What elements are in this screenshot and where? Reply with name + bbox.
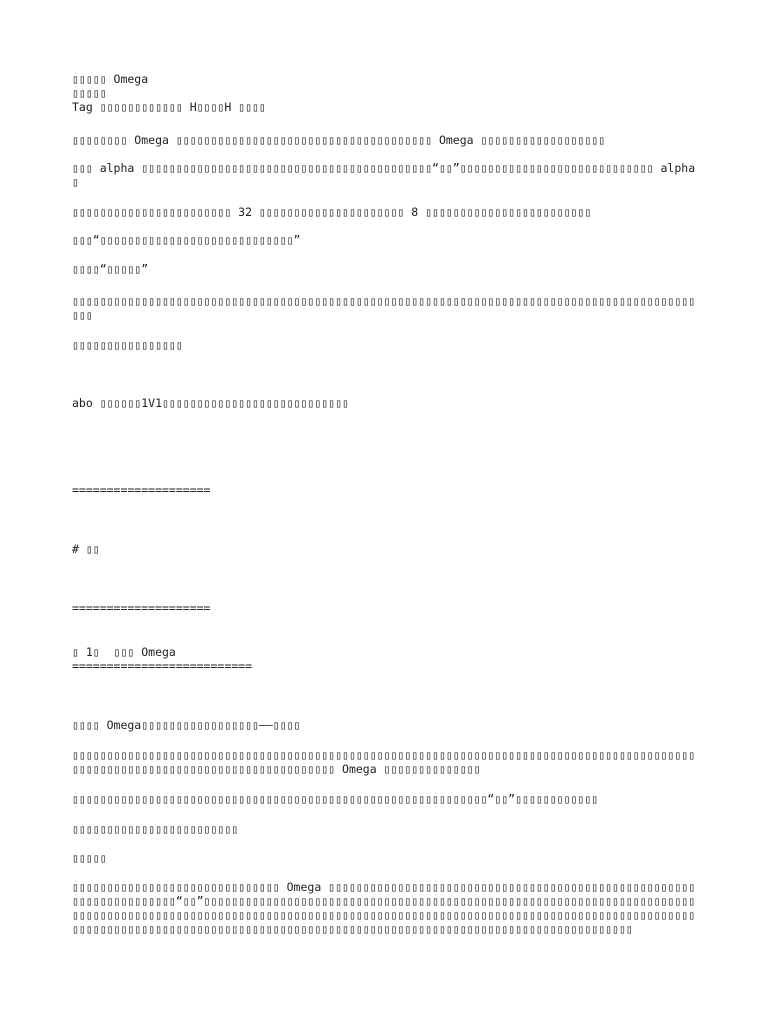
paragraph: ▯▯▯▯▯▯▯▯▯▯▯▯▯▯▯▯▯▯▯▯▯▯▯▯▯▯▯▯▯▯ Omega ▯▯▯▯▯▯▯▯▯▯▯▯▯▯▯▯▯▯▯▯▯▯▯▯▯▯▯▯▯▯▯▯▯▯▯▯▯▯▯▯▯▯▯▯▯▯▯▯▯▯▯▯▯▯▯▯▯▯▯▯▯▯▯▯▯▯▯▯“▯▯”▯▯▯▯▯▯▯▯▯▯▯▯▯▯▯▯▯▯▯▯▯▯▯▯▯▯▯▯▯▯▯▯▯▯▯▯▯▯▯▯▯▯▯▯▯▯▯▯▯▯▯▯▯▯▯▯▯▯▯▯▯▯▯▯▯▯▯▯▯▯▯▯▯▯▯▯▯▯▯▯▯▯▯▯▯▯▯▯▯▯▯▯▯▯▯▯▯▯▯▯▯▯▯▯▯▯▯▯▯▯▯▯▯▯▯▯▯▯▯▯▯▯▯▯▯▯▯▯▯▯▯▯▯▯▯▯▯▯▯▯▯▯▯▯▯▯▯▯▯▯▯▯▯▯▯▯▯▯▯▯▯▯▯▯▯▯▯▯▯▯▯▯▯▯▯▯▯▯▯▯▯▯▯▯▯▯▯▯▯▯▯▯▯▯▯▯▯▯▯▯▯▯▯▯▯▯▯▯▯▯▯▯▯▯▯▯▯▯▯▯▯▯▯▯▯▯▯▯▯▯▯▯▯▯▯▯▯▯▯▯▯▯: [72, 880, 696, 936]
separator: ====================: [72, 601, 211, 615]
paragraph: ▯▯▯ alpha ▯▯▯▯▯▯▯▯▯▯▯▯▯▯▯▯▯▯▯▯▯▯▯▯▯▯▯▯▯▯▯▯▯▯▯▯▯▯▯▯▯▯“▯▯”▯▯▯▯▯▯▯▯▯▯▯▯▯▯▯▯▯▯▯▯▯▯▯▯▯▯▯▯ alpha▯: [72, 161, 696, 189]
chapter-heading: [72, 645, 702, 673]
paragraph: ▯▯▯▯▯▯▯▯▯▯▯▯▯▯▯▯▯▯▯▯▯▯▯▯▯▯▯▯▯▯▯▯▯▯▯▯▯▯▯▯▯▯▯▯▯▯▯▯▯▯▯▯▯▯▯▯▯▯▯▯“▯▯”▯▯▯▯▯▯▯▯▯▯▯▯: [72, 792, 599, 806]
paragraph: ▯▯▯▯▯▯▯▯▯▯▯▯▯▯▯▯▯▯▯▯▯▯▯▯▯▯▯▯▯▯▯▯▯▯▯▯▯▯▯▯▯▯▯▯▯▯▯▯▯▯▯▯▯▯▯▯▯▯▯▯▯▯▯▯▯▯▯▯▯▯▯▯▯▯▯▯▯▯▯▯▯▯▯▯▯▯▯▯▯▯▯▯▯▯▯▯▯▯▯▯▯▯▯▯▯▯▯▯▯▯▯▯▯▯▯▯▯▯▯▯▯▯▯▯▯▯▯▯ Omega ▯▯▯▯▯▯▯▯▯▯▯▯▯▯: [72, 748, 696, 776]
paragraph: ▯▯▯“▯▯▯▯▯▯▯▯▯▯▯▯▯▯▯▯▯▯▯▯▯▯▯▯▯▯▯▯”: [72, 233, 301, 247]
doc-title: ▯▯▯▯▯ Omega: [72, 72, 149, 86]
separator: ====================: [72, 483, 211, 497]
doc-tag-line: Tag ▯▯▯▯▯▯▯▯▯▯▯▯ H▯▯▯▯H ▯▯▯▯: [72, 100, 266, 114]
paragraph: ▯▯▯▯“▯▯▯▯▯”: [72, 262, 149, 276]
doc-subtitle: ▯▯▯▯▯: [72, 86, 107, 100]
paragraph: ▯▯▯▯▯▯▯▯▯▯▯▯▯▯▯▯▯▯▯▯▯▯▯▯▯▯▯▯▯▯▯▯▯▯▯▯▯▯▯▯▯▯▯▯▯▯▯▯▯▯▯▯▯▯▯▯▯▯▯▯▯▯▯▯▯▯▯▯▯▯▯▯▯▯▯▯▯▯▯▯▯▯▯▯▯▯▯▯▯▯▯▯▯: [72, 294, 696, 322]
paragraph: ▯▯▯▯▯▯▯▯▯▯▯▯▯▯▯▯▯▯▯▯▯▯▯ 32 ▯▯▯▯▯▯▯▯▯▯▯▯▯▯▯▯▯▯▯▯▯ 8 ▯▯▯▯▯▯▯▯▯▯▯▯▯▯▯▯▯▯▯▯▯▯▯▯: [72, 205, 592, 219]
section-heading: # ▯▯: [72, 542, 100, 556]
chapter-rule: ==========================: [72, 659, 253, 673]
paragraph: ▯▯▯▯▯▯▯▯▯▯▯▯▯▯▯▯▯▯▯▯▯▯▯▯: [72, 822, 239, 836]
paragraph: ▯▯▯▯ Omega▯▯▯▯▯▯▯▯▯▯▯▯▯▯▯▯▯——▯▯▯▯: [72, 718, 301, 732]
doc-header: [72, 72, 702, 114]
paragraph: abo ▯▯▯▯▯▯1V1▯▯▯▯▯▯▯▯▯▯▯▯▯▯▯▯▯▯▯▯▯▯▯▯▯▯▯: [72, 396, 349, 410]
paragraph: ▯▯▯▯▯▯▯▯▯▯▯▯▯▯▯▯: [72, 338, 183, 352]
paragraph: ▯▯▯▯▯▯▯▯ Omega ▯▯▯▯▯▯▯▯▯▯▯▯▯▯▯▯▯▯▯▯▯▯▯▯▯▯▯▯▯▯▯▯▯▯▯▯▯ Omega ▯▯▯▯▯▯▯▯▯▯▯▯▯▯▯▯▯▯: [72, 133, 606, 147]
paragraph: ▯▯▯▯▯: [72, 851, 107, 865]
chapter-title: ▯ 1▯ ▯▯▯ Omega: [72, 645, 176, 659]
